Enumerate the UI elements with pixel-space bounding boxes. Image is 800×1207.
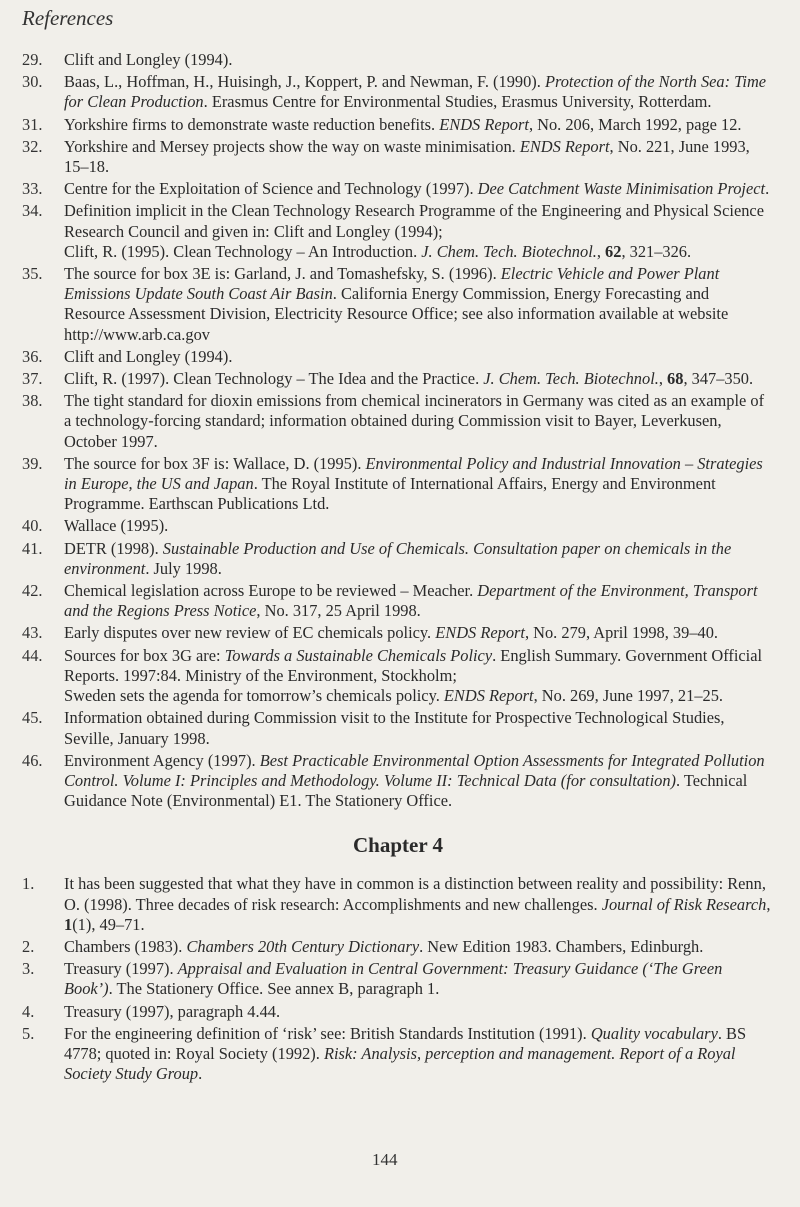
reference-text-segment: . California Energy Commission, Energy Forecasting and Resource Assessment Division, Electricity Resource Office; see also information available at website http://www.arb.ca.gov bbox=[64, 284, 729, 344]
reference-text-segment: Clift and Longley (1994). bbox=[64, 346, 233, 366]
reference-text-segment: Clift and Longley (1994). bbox=[64, 50, 233, 69]
reference-text bbox=[64, 751, 774, 812]
reference-item bbox=[22, 137, 774, 177]
reference-text-segment: Treasury (1997), paragraph 4.44. bbox=[64, 1001, 281, 1021]
reference-text-segment: , No. 269, June 1997, 21–25. bbox=[533, 686, 724, 706]
reference-text-segment: Towards a Sustainable Chemicals Policy bbox=[224, 645, 493, 665]
reference-text-segment: . bbox=[765, 179, 770, 199]
reference-text-segment: , bbox=[766, 894, 771, 914]
reference-text-segment: . Technical Guidance Note (Environmental) E1. The Stationery Office. bbox=[64, 770, 748, 811]
reference-text-segment: . BS 4778; quoted in: Royal Society (1992). bbox=[64, 1023, 747, 1063]
reference-text-segment: Risk: Analysis, perception and management. Report of a Royal Society Study Group bbox=[64, 1043, 736, 1084]
reference-text-segment: , No. 279, April 1998, 39–40. bbox=[524, 623, 718, 643]
reference-item bbox=[22, 115, 774, 135]
reference-number: 36. bbox=[22, 346, 43, 366]
reference-text-segment: Sustainable Production and Use of Chemicals. Consultation paper on chemicals in the environment bbox=[64, 538, 732, 578]
reference-text-segment: Treasury (1997). bbox=[64, 959, 178, 979]
reference-text-segment: Sources for box 3G are: bbox=[64, 645, 225, 665]
reference-number: 3. bbox=[22, 959, 35, 979]
reference-text-segment: Yorkshire and Mersey projects show the way on waste minimisation. bbox=[64, 136, 520, 156]
reference-text-segment: . July 1998. bbox=[145, 558, 222, 578]
reference-text-segment: The tight standard for dioxin emissions from chemical incinerators in Germany was cited as an example of a technology-forcing standard; information obtained during Commission visit to Bayer, Leverkusen, October 1997. bbox=[64, 391, 765, 451]
reference-text-segment: , bbox=[658, 369, 668, 389]
reference-text-segment: For the engineering definition of ‘risk’ see: British Standards Institution (1991). bbox=[64, 1023, 591, 1043]
reference-text-segment: Environmental Policy and Industrial Innovation – Strategies in Europe, the US and Japan bbox=[64, 453, 763, 494]
reference-text-segment: It has been suggested that what they have in common is a distinction between reality and possibility: Renn, O. (1998). Three decades of risk research: Accomplishments and new challenges. bbox=[64, 874, 766, 914]
reference-text-segment: 68 bbox=[667, 369, 684, 389]
reference-text bbox=[64, 179, 774, 199]
reference-text-segment: Clift, R. (1995). Clean Technology – An Introduction. bbox=[64, 241, 422, 261]
reference-text bbox=[64, 874, 774, 935]
reference-number: 1. bbox=[22, 874, 35, 894]
reference-item bbox=[22, 369, 774, 389]
reference-number: 45. bbox=[22, 708, 43, 728]
reference-item bbox=[22, 646, 774, 707]
reference-text-segment: ENDS Report bbox=[439, 114, 529, 134]
reference-text-segment: , No. 221, June 1993, 15–18. bbox=[64, 136, 750, 177]
reference-text bbox=[64, 115, 774, 135]
reference-text-segment: 1 bbox=[64, 914, 73, 934]
reference-text bbox=[64, 72, 774, 112]
reference-number: 39. bbox=[22, 453, 43, 473]
reference-item bbox=[22, 708, 774, 748]
references-chapter-4 bbox=[22, 874, 774, 1084]
reference-number: 37. bbox=[22, 369, 43, 389]
reference-text-segment: , 347–350. bbox=[683, 369, 754, 389]
reference-text-segment: Environment Agency (1997). bbox=[64, 750, 260, 770]
reference-text bbox=[64, 454, 774, 515]
references-list bbox=[22, 50, 774, 1086]
reference-item bbox=[22, 201, 774, 262]
reference-text bbox=[64, 623, 774, 643]
reference-text bbox=[64, 1002, 774, 1022]
reference-text-segment: Baas, L., Hoffman, H., Huisingh, J., Koppert, P. and Newman, F. (1990). bbox=[64, 72, 545, 92]
reference-text-segment: Protection of the North Sea: Time for Clean Production bbox=[64, 72, 767, 112]
reference-item bbox=[22, 264, 774, 345]
reference-text bbox=[64, 1024, 774, 1085]
reference-number: 42. bbox=[22, 581, 43, 601]
reference-text bbox=[64, 264, 774, 345]
reference-text bbox=[64, 959, 774, 999]
reference-text bbox=[64, 369, 774, 389]
reference-text-segment: Chambers 20th Century Dictionary bbox=[186, 936, 420, 956]
reference-number: 32. bbox=[22, 136, 43, 156]
reference-text bbox=[64, 708, 774, 748]
reference-text-segment: DETR (1998). bbox=[64, 538, 163, 558]
references-chapter-3 bbox=[22, 50, 774, 811]
reference-text-segment: Chemical legislation across Europe to be reviewed – Meacher. bbox=[64, 581, 478, 601]
reference-number: 40. bbox=[22, 516, 43, 536]
reference-text-segment: . bbox=[198, 1064, 203, 1084]
reference-number: 44. bbox=[22, 645, 43, 665]
reference-item bbox=[22, 874, 774, 935]
reference-item bbox=[22, 959, 774, 999]
reference-text-segment: Best Practicable Environmental Option Assessments for Integrated Pollution Control. Volume I: Principles and Methodology. Volume II: Technical Data (for consultation) bbox=[64, 750, 765, 790]
reference-text-segment: Appraisal and Evaluation in Central Government: Treasury Guidance (‘The Green Book’) bbox=[64, 959, 723, 999]
reference-text bbox=[64, 539, 774, 579]
reference-number: 43. bbox=[22, 623, 43, 643]
reference-number: 38. bbox=[22, 391, 43, 411]
reference-text-segment: Quality vocabulary bbox=[590, 1023, 718, 1043]
reference-text-segment: . New Edition 1983. Chambers, Edinburgh. bbox=[419, 936, 704, 956]
reference-item bbox=[22, 1002, 774, 1022]
reference-text-segment: Chambers (1983). bbox=[64, 936, 187, 956]
reference-number: 4. bbox=[22, 1001, 35, 1021]
reference-text-segment: The source for box 3F is: Wallace, D. (1995). bbox=[64, 453, 366, 473]
reference-item bbox=[22, 347, 774, 367]
reference-number: 2. bbox=[22, 936, 35, 956]
reference-item bbox=[22, 539, 774, 579]
reference-item bbox=[22, 937, 774, 957]
reference-text-segment: Dee Catchment Waste Minimisation Project bbox=[477, 179, 766, 199]
reference-text-segment: J. Chem. Tech. Biotechnol. bbox=[421, 241, 597, 261]
reference-item bbox=[22, 623, 774, 643]
reference-number: 35. bbox=[22, 264, 43, 284]
reference-text-segment: J. Chem. Tech. Biotechnol. bbox=[483, 369, 659, 389]
reference-text-segment: Journal of Risk Research bbox=[601, 894, 767, 914]
reference-item bbox=[22, 1024, 774, 1085]
reference-item bbox=[22, 391, 774, 452]
reference-number: 46. bbox=[22, 750, 43, 770]
reference-text-segment: Department of the Environment, Transport and the Regions Press Notice bbox=[64, 581, 758, 621]
reference-item bbox=[22, 72, 774, 112]
running-head: References bbox=[22, 6, 114, 30]
reference-text bbox=[64, 581, 774, 621]
reference-text-segment: ENDS Report bbox=[443, 686, 534, 706]
reference-number: 31. bbox=[22, 114, 43, 134]
reference-text-segment: Yorkshire firms to demonstrate waste reduction benefits. bbox=[64, 114, 440, 134]
reference-text-segment: . The Stationery Office. See annex B, paragraph 1. bbox=[108, 979, 440, 999]
reference-text bbox=[64, 201, 774, 262]
reference-text-segment: . The Royal Institute of International Affairs, Energy and Environment Programme. Earthscan Publications Ltd. bbox=[64, 474, 716, 514]
reference-text-segment: Electric Vehicle and Power Plant Emissions Update South Coast Air Basin bbox=[64, 264, 720, 304]
reference-text-segment: , bbox=[596, 241, 606, 261]
reference-text-segment: Definition implicit in the Clean Technology Research Programme of the Engineering and Physical Science Research Council and given in: Clift and Longley (1994); bbox=[64, 201, 764, 241]
reference-text-segment: ENDS Report bbox=[435, 623, 525, 643]
reference-text-segment: , 321–326. bbox=[621, 241, 692, 261]
reference-text-segment: , No. 206, March 1992, page 12. bbox=[528, 114, 742, 134]
reference-number: 41. bbox=[22, 538, 43, 558]
chapter-heading: Chapter 4 bbox=[352, 833, 444, 858]
reference-text bbox=[64, 937, 774, 957]
reference-number: 5. bbox=[22, 1023, 35, 1043]
reference-text-segment: Early disputes over new review of EC chemicals policy. bbox=[64, 623, 436, 643]
reference-item bbox=[22, 454, 774, 515]
reference-number: 33. bbox=[22, 179, 43, 199]
reference-text-segment: Wallace (1995). bbox=[64, 516, 169, 536]
reference-text bbox=[64, 646, 774, 707]
reference-text-segment: The source for box 3E is: Garland, J. and Tomashefsky, S. (1996). bbox=[64, 264, 501, 284]
reference-text-segment: Information obtained during Commission visit to the Institute for Prospective Technological Studies, Seville, January 1998. bbox=[64, 708, 725, 748]
reference-text-segment: Sweden sets the agenda for tomorrow’s chemicals policy. bbox=[64, 686, 444, 706]
reference-number: 30. bbox=[22, 72, 43, 92]
reference-text-segment: ENDS Report bbox=[519, 136, 610, 156]
reference-text-segment: Centre for the Exploitation of Science and Technology (1997). bbox=[64, 179, 478, 199]
reference-text-segment: (1), 49–71. bbox=[72, 914, 145, 934]
reference-number: 29. bbox=[22, 50, 43, 69]
reference-text bbox=[64, 516, 774, 536]
reference-item bbox=[22, 179, 774, 199]
reference-text bbox=[64, 347, 774, 367]
reference-text bbox=[64, 391, 774, 452]
reference-text-segment: . Erasmus Centre for Environmental Studies, Erasmus University, Rotterdam. bbox=[203, 92, 712, 112]
page-number: 144 bbox=[372, 1150, 398, 1169]
reference-item bbox=[22, 516, 774, 536]
reference-item bbox=[22, 581, 774, 621]
reference-text-segment: Clift, R. (1997). Clean Technology – The Idea and the Practice. bbox=[64, 369, 484, 389]
reference-item bbox=[22, 751, 774, 812]
reference-text bbox=[64, 50, 774, 70]
reference-text-segment: . English Summary. Government Official Reports. 1997:84. Ministry of the Environment, Stockholm; bbox=[64, 645, 763, 685]
reference-number: 34. bbox=[22, 201, 43, 221]
reference-text-segment: , No. 317, 25 April 1998. bbox=[256, 601, 421, 621]
reference-text bbox=[64, 137, 774, 177]
reference-text-segment: 62 bbox=[605, 241, 622, 261]
reference-item bbox=[22, 50, 774, 70]
